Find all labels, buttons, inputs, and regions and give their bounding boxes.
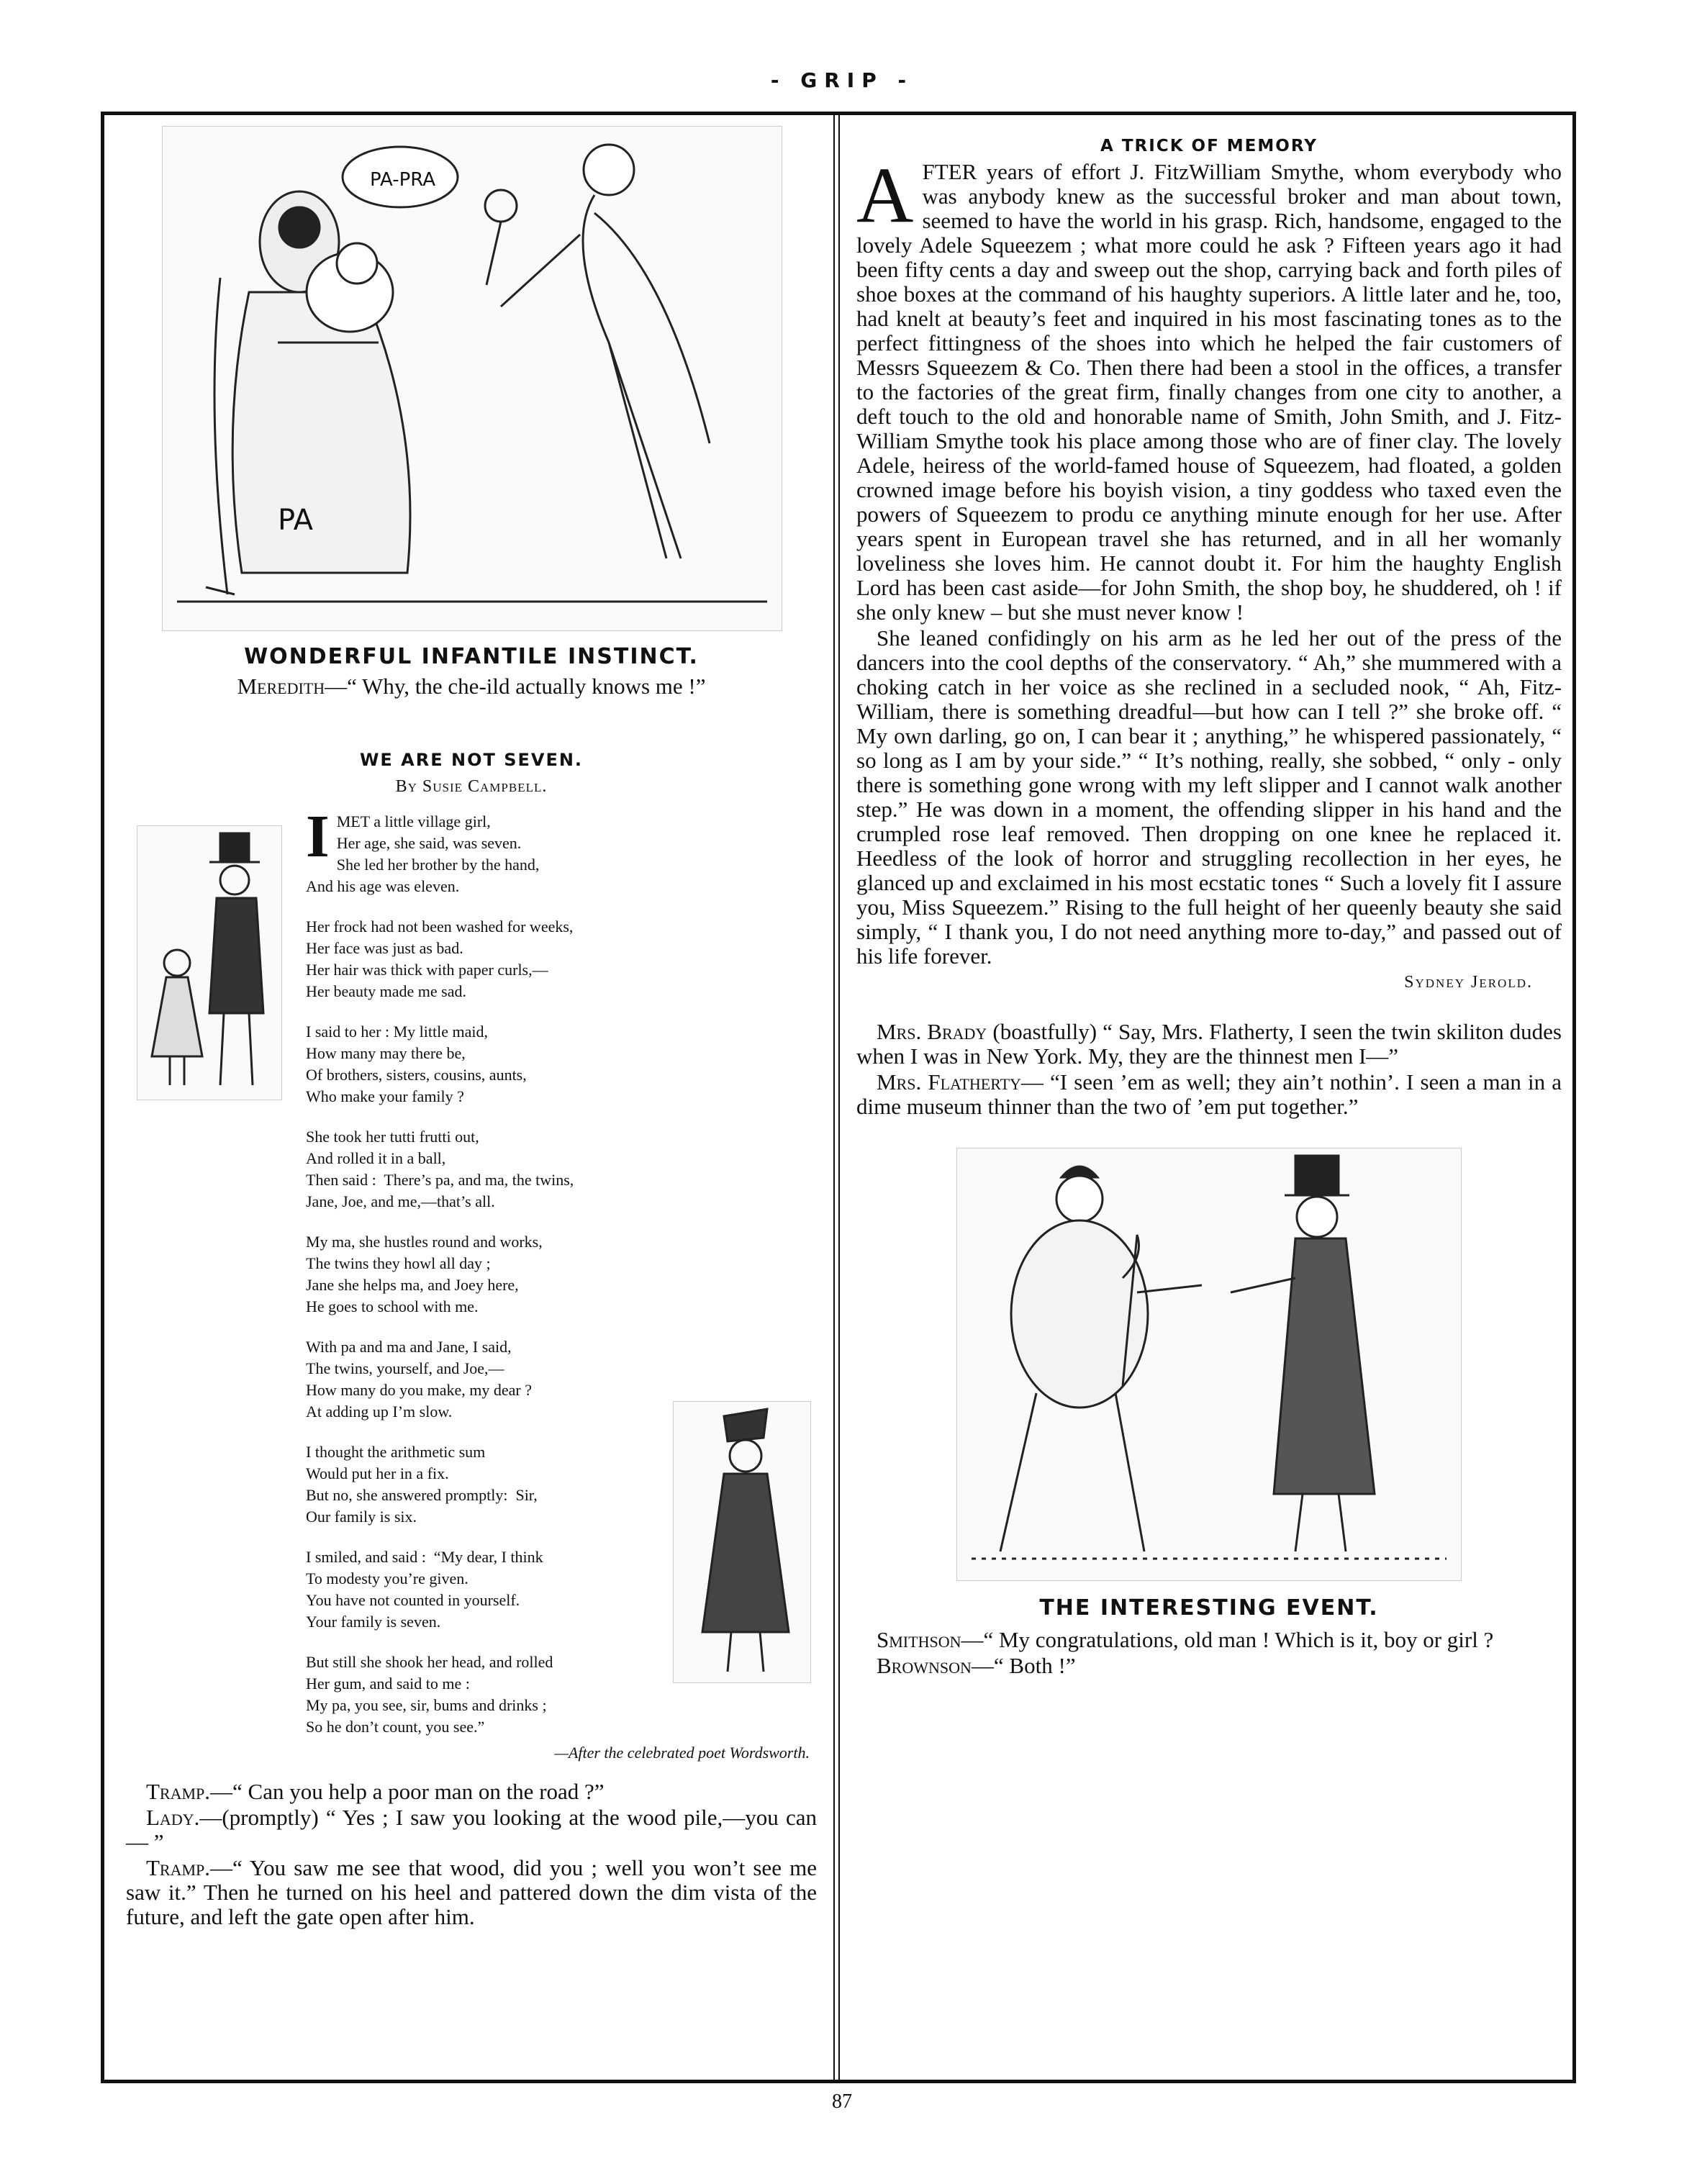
man-and-girl-illustration bbox=[137, 825, 282, 1100]
cartoon-event-title: THE INTERESTING EVENT. bbox=[1039, 1595, 1379, 1621]
smithson-line bbox=[856, 1628, 1562, 1652]
poem-line: With pa and ma and Jane, I said, bbox=[306, 1338, 512, 1356]
poem-attribution: —After the celebrated poet Wordsworth. bbox=[554, 1744, 810, 1762]
tramp-paragraph-1 bbox=[126, 1780, 817, 1804]
speaker-brownson: Brownson bbox=[877, 1653, 972, 1678]
man-and-girl-drawing bbox=[137, 826, 281, 1100]
page-number: 87 bbox=[832, 2090, 852, 2113]
poem-line: Would put her in a fix. bbox=[306, 1464, 449, 1482]
poem-stanza-7 bbox=[306, 1441, 810, 1528]
poem-line: Jane she helps ma, and Joey here, bbox=[306, 1276, 519, 1294]
poem-line: I thought the arithmetic sum bbox=[306, 1443, 486, 1461]
poem-stanza-3 bbox=[306, 1021, 810, 1107]
poem-line: I smiled, and said : “My dear, I think bbox=[306, 1548, 543, 1566]
poem-stanza-4 bbox=[306, 1126, 810, 1213]
poem-line: Our family is six. bbox=[306, 1508, 417, 1526]
left-column bbox=[126, 126, 817, 1931]
brady-paragraph-2 bbox=[856, 1070, 1562, 1119]
cartoon-infant-caption bbox=[126, 674, 817, 699]
lady-line: —(promptly) “ Yes ; I saw you looking at the wood pile,—you can— ” bbox=[126, 1805, 817, 1854]
cartoon-infant-drawing bbox=[163, 127, 782, 630]
speaker-lady: Lady. bbox=[146, 1805, 200, 1830]
poem-byline: By Susie Campbell. bbox=[395, 777, 548, 796]
poem-stanza-2 bbox=[306, 916, 810, 1002]
poem-line: Her hair was thick with paper curls,— bbox=[306, 961, 548, 979]
tramp-paragraph-2 bbox=[126, 1805, 817, 1854]
poem-line: Her beauty made me sad. bbox=[306, 982, 466, 1000]
story-body bbox=[856, 151, 1562, 969]
poem-line: I said to her : My little maid, bbox=[306, 1023, 488, 1041]
tramp-anecdote bbox=[126, 1780, 817, 1929]
poem-line: My ma, she hustles round and works, bbox=[306, 1233, 543, 1251]
poem-line: But still she shook her head, and rolled bbox=[306, 1653, 553, 1671]
poem-stanza-8 bbox=[306, 1546, 810, 1633]
story-paragraph-1 bbox=[856, 151, 1562, 625]
poem-line: Her age, she said, was seven. bbox=[336, 834, 522, 852]
poem-line: So he don’t count, you see.” bbox=[306, 1718, 485, 1736]
speaker-smithson: Smithson bbox=[877, 1627, 961, 1652]
poem-line: MET a little village girl, bbox=[336, 812, 491, 830]
masthead: - GRIP - bbox=[770, 68, 914, 92]
brady-line: (boastfully) “ Say, Mrs. Flatherty, I seen the twin skiliton dudes when I was in New York. My, they are the thinnest men I—” bbox=[856, 1019, 1562, 1069]
poem-line: Her gum, and said to me : bbox=[306, 1675, 470, 1693]
poem-line: The twins, yourself, and Joe,— bbox=[306, 1359, 504, 1377]
tramp-paragraph-3 bbox=[126, 1856, 817, 1929]
speaker-tramp: Tramp. bbox=[146, 1855, 211, 1880]
poem-section bbox=[126, 803, 817, 1762]
poem-stanza-1 bbox=[306, 803, 810, 897]
cartoon-infant-illustration bbox=[162, 126, 782, 631]
poem-dropcap: I bbox=[306, 803, 330, 870]
right-column bbox=[856, 137, 1562, 1680]
smithson-text: —“ My congratulations, old man ! Which is it, boy or girl ? bbox=[961, 1627, 1494, 1652]
poem-line: But no, she answered promptly: Sir, bbox=[306, 1486, 538, 1504]
poem-line: She led her brother by the hand, bbox=[336, 856, 540, 874]
poem-line: Her face was just as bad. bbox=[306, 939, 463, 957]
column-divider bbox=[833, 112, 840, 2083]
brady-anecdote bbox=[856, 1020, 1562, 1119]
cartoon-infant-title: WONDERFUL INFANTILE INSTINCT. bbox=[244, 644, 699, 669]
tramp-line: —“ Can you help a poor man on the road ?” bbox=[210, 1779, 605, 1804]
poem-line: Her frock had not been washed for weeks, bbox=[306, 917, 574, 935]
poem-title: WE ARE NOT SEVEN. bbox=[359, 750, 584, 770]
poem-line: Of brothers, sisters, cousins, aunts, bbox=[306, 1066, 527, 1084]
speech-bubble-text: PA-PRA bbox=[370, 169, 436, 191]
poem-line: Your family is seven. bbox=[306, 1613, 441, 1631]
poem-stanza-6 bbox=[306, 1336, 810, 1423]
dress-lettering: PA bbox=[278, 504, 313, 537]
tramp-line: —“ You saw me see that wood, did you ; well you won’t see me saw it.” Then he turned on his heel and pattered down the dim vista of the future, and left the gate open after him. bbox=[126, 1855, 817, 1929]
poem-line: She took her tutti frutti out, bbox=[306, 1128, 479, 1146]
story-signature: Sydney Jerold. bbox=[1404, 973, 1533, 992]
brady-paragraph-1 bbox=[856, 1020, 1562, 1069]
poem-line: How many may there be, bbox=[306, 1044, 466, 1062]
story-dropcap: A bbox=[856, 151, 914, 239]
story-title: A TRICK OF MEMORY bbox=[1100, 137, 1318, 155]
poem-stanza-9 bbox=[306, 1651, 810, 1738]
poem-line: And rolled it in a ball, bbox=[306, 1149, 446, 1167]
story-text: FTER years of effort J. FitzWilliam Smythe, whom everybody who was anybody knew as the successful broker and man about town, seemed to have the world in his grasp. Rich, handsome, engaged to the lovely Adele Squeezem ; what more could he ask ? Fifteen years ago it had been fifty cents a day and sweep out the shop, carrying back and forth piles of shoe boxes at the command of his haughty superiors. A little later and he, too, had knelt at beauty’s feet and inquired in his most fascinating tones as to the perfect fittingness of the shoes into which he helped the fair customers of Messrs Squeezem & Co. Then there had been a stool in the offices, a transfer to the factories of the great firm, finally changes from one city to another, a deft touch to the old and honorable name of Smith, John Smith, and J. Fitz-William Smythe took his place among those who are of finer clay. The lovely Adele, heiress of the world-famed house of Squeezem, had floated, a golden crowned image before his boyish vision, a tiny goddess who taxed even the powers of Squeezem to produ ce anything minute enough for her use. After years spent in European travel she has returned, and in all her womanly loveliness she loves him. He cannot doubt it. For him the haughty English Lord has been cast aside—for John Smith, the shop boy, he shuddered, oh ! if she only knew – but she must never know ! bbox=[856, 159, 1562, 625]
speaker-meredith: Meredith bbox=[237, 674, 325, 699]
poem-line: Then said : There’s pa, and ma, the twins, bbox=[306, 1171, 574, 1189]
poem-body bbox=[306, 803, 810, 1764]
poem-line: He goes to school with me. bbox=[306, 1297, 479, 1315]
poem-line: And his age was eleven. bbox=[306, 877, 460, 895]
cartoon-event-dialogue bbox=[856, 1628, 1562, 1678]
speaker-mrs-brady: Mrs. Brady bbox=[877, 1019, 987, 1044]
cartoon-event-drawing bbox=[957, 1148, 1461, 1580]
story-paragraph-2: She leaned confidingly on his arm as he led her out of the press of the dancers into the cool depths of the conservatory. “ Ah,” she mummered with a choking catch in her voice as she reclined in a secluded nook, “ Ah, Fitz-William, there is something dreadful—but how can I tell ?” she broke off. “ My own darling, go on, I can bear it ; anything,” he whispered passionately, “ so long as I am by your side.” “ It’s nothing, really, she sobbed, “ only - only there is something gone wrong with my left slipper and I cannot walk another step.” He was down in a moment, the offending slipper in his hand and the crumpled rose leaf removed. Then dropping on one knee he replaced it. Heedless of the look of horror and struggling recollection in her eyes, he glanced up and exclaimed in his most ecstatic tones “ Such a lovely fit I assure you, Miss Squeezem.” Rising to the full height of her queenly beauty she said simply, “ I thank you, I do not need anything more to-day,” and passed out of his life forever. bbox=[856, 625, 1562, 969]
poem-line: To modesty you’re given. bbox=[306, 1569, 468, 1587]
speaker-mrs-flatherty: Mrs. Flatherty bbox=[877, 1069, 1021, 1095]
flatherty-line: — “I seen ’em as well; they ain’t nothin’. I seen a man in a dime museum thinner than the two of ’em put together.” bbox=[856, 1069, 1562, 1119]
brownson-line bbox=[856, 1654, 1562, 1678]
brownson-text: —“ Both !” bbox=[971, 1653, 1076, 1678]
speaker-tramp: Tramp. bbox=[146, 1779, 211, 1804]
cartoon-event-illustration bbox=[956, 1148, 1462, 1581]
poem-line: At adding up I’m slow. bbox=[306, 1403, 453, 1420]
poem-line: Jane, Joe, and me,—that’s all. bbox=[306, 1192, 495, 1210]
poem-stanza-5 bbox=[306, 1231, 810, 1318]
poem-line: The twins they howl all day ; bbox=[306, 1254, 491, 1272]
poem-line: You have not counted in yourself. bbox=[306, 1591, 520, 1609]
poem-line: My pa, you see, sir, bums and drinks ; bbox=[306, 1696, 547, 1714]
poem-line: Who make your family ? bbox=[306, 1087, 464, 1105]
poem-line: How many do you make, my dear ? bbox=[306, 1381, 533, 1399]
meredith-line: —“ Why, the che-ild actually knows me !” bbox=[325, 674, 706, 699]
